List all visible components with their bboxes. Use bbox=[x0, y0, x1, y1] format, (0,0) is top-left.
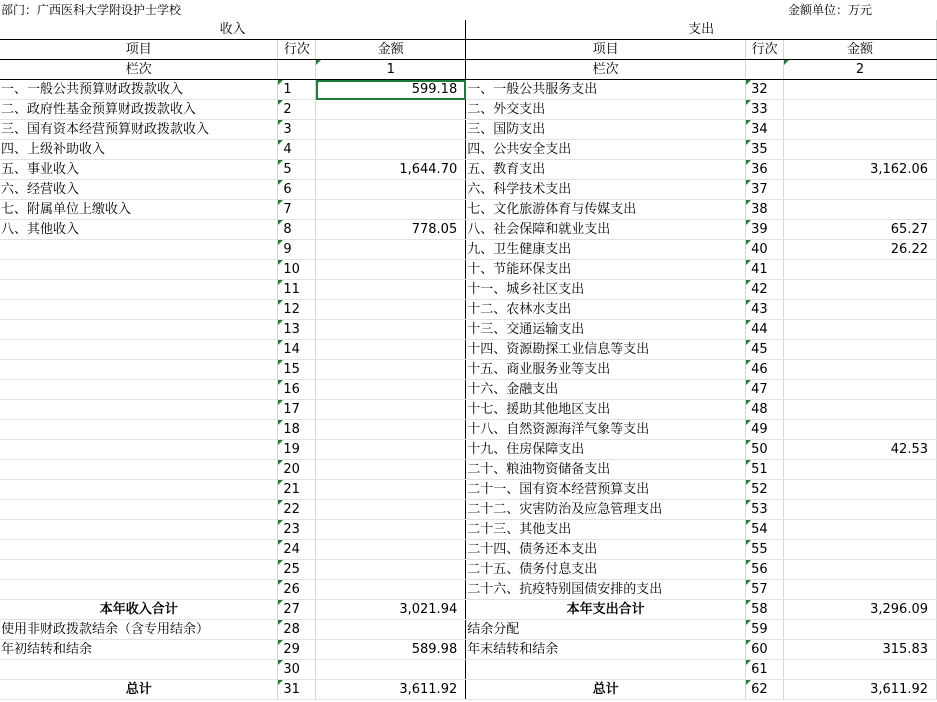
table-row bbox=[0, 280, 937, 300]
income-item-cell[interactable] bbox=[0, 360, 278, 380]
expense-line-no-cell[interactable]: 52 bbox=[746, 480, 784, 500]
income-amount-cell[interactable] bbox=[316, 460, 466, 480]
income-item-cell[interactable] bbox=[0, 520, 278, 540]
income-amount-cell[interactable] bbox=[316, 380, 466, 400]
expense-line-no-cell[interactable]: 43 bbox=[746, 300, 784, 320]
expense-line-no-cell[interactable]: 50 bbox=[746, 440, 784, 460]
expense-line-no-cell[interactable]: 34 bbox=[746, 120, 784, 140]
income-item-cell[interactable]: 八、其他收入 bbox=[0, 220, 278, 240]
expense-line-no-cell[interactable]: 42 bbox=[746, 280, 784, 300]
income-line-no-cell[interactable]: 3 bbox=[278, 120, 316, 140]
table-row bbox=[0, 80, 937, 100]
expense-line-no-cell[interactable]: 45 bbox=[746, 340, 784, 360]
income-item-cell[interactable] bbox=[0, 300, 278, 320]
table-row bbox=[0, 680, 937, 700]
table-row bbox=[0, 200, 937, 220]
expense-amount-cell[interactable]: 3,611.92 bbox=[784, 680, 937, 700]
expense-item-cell[interactable]: 二、外交支出 bbox=[466, 100, 746, 120]
expense-section-header[interactable]: 支出 bbox=[466, 20, 937, 40]
expense-amount-cell[interactable] bbox=[784, 260, 937, 280]
table-row bbox=[0, 120, 937, 140]
expense-line-no-cell[interactable]: 54 bbox=[746, 520, 784, 540]
expense-amount-cell[interactable] bbox=[784, 340, 937, 360]
expense-line-no-cell[interactable]: 39 bbox=[746, 220, 784, 240]
income-item-cell[interactable] bbox=[0, 460, 278, 480]
table-row bbox=[0, 240, 937, 260]
expense-item-cell[interactable]: 十、节能环保支出 bbox=[466, 260, 746, 280]
expense-item-cell[interactable]: 一、一般公共服务支出 bbox=[466, 80, 746, 100]
income-line-no-cell[interactable]: 25 bbox=[278, 560, 316, 580]
income-item-cell[interactable]: 年初结转和结余 bbox=[0, 640, 278, 660]
income-line-no-cell[interactable]: 2 bbox=[278, 100, 316, 120]
income-amount-cell[interactable]: 589.98 bbox=[316, 640, 466, 660]
expense-amount-cell[interactable] bbox=[784, 660, 937, 680]
income-line-no-cell[interactable]: 18 bbox=[278, 420, 316, 440]
expense-amount-cell[interactable] bbox=[784, 360, 937, 380]
income-section-header[interactable]: 收入 bbox=[0, 20, 466, 40]
income-item-cell[interactable]: 使用非财政拨款结余（含专用结余） bbox=[0, 620, 278, 640]
expense-line-no-cell[interactable]: 62 bbox=[746, 680, 784, 700]
table-row bbox=[0, 100, 937, 120]
income-line-no-cell[interactable]: 1 bbox=[278, 80, 316, 100]
expense-item-cell[interactable]: 八、社会保障和就业支出 bbox=[466, 220, 746, 240]
expense-line-no-cell[interactable]: 48 bbox=[746, 400, 784, 420]
income-line-no-cell[interactable]: 19 bbox=[278, 440, 316, 460]
expense-line-no-cell[interactable]: 49 bbox=[746, 420, 784, 440]
income-line-no-cell[interactable]: 31 bbox=[278, 680, 316, 700]
income-line-no-cell[interactable]: 5 bbox=[278, 160, 316, 180]
expense-line-no-cell[interactable]: 58 bbox=[746, 600, 784, 620]
table-row bbox=[0, 340, 937, 360]
expense-item-cell[interactable]: 总计 bbox=[466, 680, 746, 700]
table-row bbox=[0, 460, 937, 480]
income-item-cell[interactable] bbox=[0, 340, 278, 360]
table-row bbox=[0, 480, 937, 500]
expense-item-cell[interactable]: 十一、城乡社区支出 bbox=[466, 280, 746, 300]
expense-amount-cell[interactable]: 42.53 bbox=[784, 440, 937, 460]
income-line-no-cell[interactable]: 29 bbox=[278, 640, 316, 660]
expense-line-no-cell[interactable]: 46 bbox=[746, 360, 784, 380]
expense-amount-cell[interactable]: 65.27 bbox=[784, 220, 937, 240]
income-amount-cell[interactable] bbox=[316, 480, 466, 500]
table-row bbox=[0, 660, 937, 680]
expense-item-cell[interactable]: 七、文化旅游体育与传媒支出 bbox=[466, 200, 746, 220]
income-amount-cell[interactable] bbox=[316, 620, 466, 640]
table-row bbox=[0, 560, 937, 580]
expense-amount-cell[interactable] bbox=[784, 300, 937, 320]
expense-line-no-cell[interactable]: 56 bbox=[746, 560, 784, 580]
income-line-no-cell[interactable]: 14 bbox=[278, 340, 316, 360]
expense-item-cell[interactable]: 十四、资源勘探工业信息等支出 bbox=[466, 340, 746, 360]
expense-amount-cell[interactable]: 315.83 bbox=[784, 640, 937, 660]
income-line-no-cell[interactable]: 17 bbox=[278, 400, 316, 420]
income-item-cell[interactable]: 二、政府性基金预算财政拨款收入 bbox=[0, 100, 278, 120]
table-row bbox=[0, 260, 937, 280]
expense-line-no-cell[interactable]: 59 bbox=[746, 620, 784, 640]
table-row bbox=[0, 180, 937, 200]
expense-amount-cell[interactable] bbox=[784, 380, 937, 400]
expense-item-cell[interactable]: 二十六、抗疫特别国债安排的支出 bbox=[466, 580, 746, 600]
expense-line-no-cell[interactable]: 57 bbox=[746, 580, 784, 600]
income-line-no-cell[interactable]: 30 bbox=[278, 660, 316, 680]
expense-amount-cell[interactable] bbox=[784, 120, 937, 140]
expense-item-cell[interactable]: 二十三、其他支出 bbox=[466, 520, 746, 540]
table-row bbox=[0, 520, 937, 540]
table-row bbox=[0, 600, 937, 620]
expense-item-header[interactable]: 项目 bbox=[466, 40, 746, 60]
income-item-cell[interactable] bbox=[0, 540, 278, 560]
income-amount-cell[interactable] bbox=[316, 420, 466, 440]
income-item-cell[interactable] bbox=[0, 420, 278, 440]
expense-item-cell[interactable]: 十七、援助其他地区支出 bbox=[466, 400, 746, 420]
expense-item-cell[interactable]: 九、卫生健康支出 bbox=[466, 240, 746, 260]
table-row bbox=[0, 640, 937, 660]
expense-amount-header[interactable]: 金额 bbox=[784, 40, 937, 60]
expense-amount-cell[interactable] bbox=[784, 400, 937, 420]
expense-item-cell[interactable]: 三、国防支出 bbox=[466, 120, 746, 140]
income-amount-cell[interactable]: 599.18 bbox=[316, 80, 466, 100]
income-line-no-cell[interactable]: 28 bbox=[278, 620, 316, 640]
expense-amount-cell[interactable] bbox=[784, 140, 937, 160]
expense-item-cell[interactable]: 六、科学技术支出 bbox=[466, 180, 746, 200]
expense-amount-cell[interactable] bbox=[784, 560, 937, 580]
expense-item-cell[interactable]: 十二、农林水支出 bbox=[466, 300, 746, 320]
expense-item-cell[interactable]: 二十五、债务付息支出 bbox=[466, 560, 746, 580]
expense-item-cell[interactable]: 本年支出合计 bbox=[466, 600, 746, 620]
expense-line-no-cell[interactable]: 51 bbox=[746, 460, 784, 480]
income-item-cell[interactable]: 三、国有资本经营预算财政拨款收入 bbox=[0, 120, 278, 140]
expense-column-label[interactable]: 栏次 bbox=[466, 60, 746, 80]
table-row bbox=[0, 540, 937, 560]
expense-line-no-cell[interactable]: 47 bbox=[746, 380, 784, 400]
income-amount-cell[interactable] bbox=[316, 540, 466, 560]
income-line-no-cell[interactable]: 24 bbox=[278, 540, 316, 560]
expense-item-cell[interactable] bbox=[466, 660, 746, 680]
income-item-cell[interactable] bbox=[0, 260, 278, 280]
income-line-no-cell[interactable]: 10 bbox=[278, 260, 316, 280]
amount-unit-label[interactable]: 金额单位：万元 bbox=[788, 3, 873, 17]
expense-line-no-cell[interactable]: 40 bbox=[746, 240, 784, 260]
income-line-no-cell[interactable]: 15 bbox=[278, 360, 316, 380]
income-item-cell[interactable]: 七、附属单位上缴收入 bbox=[0, 200, 278, 220]
income-line-no-header[interactable]: 行次 bbox=[278, 40, 316, 60]
table-row bbox=[0, 580, 937, 600]
expense-item-cell[interactable]: 二十一、国有资本经营预算支出 bbox=[466, 480, 746, 500]
expense-line-no-cell[interactable]: 44 bbox=[746, 320, 784, 340]
expense-amount-cell[interactable] bbox=[784, 180, 937, 200]
expense-line-no-cell[interactable]: 53 bbox=[746, 500, 784, 520]
income-amount-cell[interactable] bbox=[316, 500, 466, 520]
table-row bbox=[0, 360, 937, 380]
expense-item-cell[interactable]: 结余分配 bbox=[466, 620, 746, 640]
income-item-header[interactable]: 项目 bbox=[0, 40, 278, 60]
table-row bbox=[0, 420, 937, 440]
table-row bbox=[0, 400, 937, 420]
income-item-cell[interactable] bbox=[0, 380, 278, 400]
income-amount-cell[interactable]: 3,611.92 bbox=[316, 680, 466, 700]
expense-line-no-cell[interactable]: 36 bbox=[746, 160, 784, 180]
income-item-cell[interactable] bbox=[0, 280, 278, 300]
expense-amount-cell[interactable] bbox=[784, 280, 937, 300]
table-row bbox=[0, 220, 937, 240]
income-line-no-cell[interactable]: 20 bbox=[278, 460, 316, 480]
income-amount-cell[interactable]: 3,021.94 bbox=[316, 600, 466, 620]
income-line-no-blank[interactable] bbox=[278, 60, 316, 80]
income-line-no-cell[interactable]: 6 bbox=[278, 180, 316, 200]
income-item-cell[interactable]: 一、一般公共预算财政拨款收入 bbox=[0, 80, 278, 100]
sheet-header bbox=[0, 0, 937, 20]
income-amount-cell[interactable] bbox=[316, 300, 466, 320]
expense-amount-cell[interactable]: 26.22 bbox=[784, 240, 937, 260]
table-row bbox=[0, 160, 937, 180]
expense-item-cell[interactable]: 十八、自然资源海洋气象等支出 bbox=[466, 420, 746, 440]
table-row bbox=[0, 140, 937, 160]
income-amount-header[interactable]: 金额 bbox=[316, 40, 466, 60]
expense-amount-cell[interactable] bbox=[784, 480, 937, 500]
income-line-no-cell[interactable]: 16 bbox=[278, 380, 316, 400]
income-line-no-cell[interactable]: 7 bbox=[278, 200, 316, 220]
income-amount-cell[interactable] bbox=[316, 400, 466, 420]
expense-amount-cell[interactable] bbox=[784, 580, 937, 600]
income-line-no-cell[interactable]: 9 bbox=[278, 240, 316, 260]
expense-item-cell[interactable]: 二十、粮油物资储备支出 bbox=[466, 460, 746, 480]
table-row bbox=[0, 440, 937, 460]
table-row bbox=[0, 620, 937, 640]
expense-amount-cell[interactable]: 3,162.06 bbox=[784, 160, 937, 180]
expense-amount-cell[interactable] bbox=[784, 460, 937, 480]
income-amount-cell[interactable] bbox=[316, 520, 466, 540]
income-column-label[interactable]: 栏次 bbox=[0, 60, 278, 80]
income-item-cell[interactable] bbox=[0, 660, 278, 680]
income-amount-cell[interactable] bbox=[316, 340, 466, 360]
income-item-cell[interactable]: 五、事业收入 bbox=[0, 160, 278, 180]
income-amount-cell[interactable] bbox=[316, 580, 466, 600]
expense-amount-cell[interactable] bbox=[784, 620, 937, 640]
department-label[interactable]: 部门：广西医科大学附设护士学校 bbox=[1, 3, 182, 17]
income-item-cell[interactable] bbox=[0, 240, 278, 260]
income-amount-cell[interactable] bbox=[316, 320, 466, 340]
income-amount-cell[interactable] bbox=[316, 100, 466, 120]
expense-amount-cell[interactable] bbox=[784, 540, 937, 560]
income-line-no-cell[interactable]: 12 bbox=[278, 300, 316, 320]
expense-line-no-cell[interactable]: 55 bbox=[746, 540, 784, 560]
expense-line-no-cell[interactable]: 33 bbox=[746, 100, 784, 120]
income-amount-cell[interactable] bbox=[316, 180, 466, 200]
income-line-no-cell[interactable]: 27 bbox=[278, 600, 316, 620]
income-amount-cell[interactable]: 778.05 bbox=[316, 220, 466, 240]
income-line-no-cell[interactable]: 21 bbox=[278, 480, 316, 500]
expense-amount-cell[interactable] bbox=[784, 500, 937, 520]
income-amount-cell[interactable]: 1,644.70 bbox=[316, 160, 466, 180]
income-line-no-cell[interactable]: 22 bbox=[278, 500, 316, 520]
expense-line-no-cell[interactable]: 60 bbox=[746, 640, 784, 660]
expense-amount-cell[interactable] bbox=[784, 80, 937, 100]
table-row bbox=[0, 380, 937, 400]
expense-line-no-cell[interactable]: 38 bbox=[746, 200, 784, 220]
expense-amount-cell[interactable] bbox=[784, 520, 937, 540]
income-amount-cell[interactable] bbox=[316, 240, 466, 260]
expense-line-no-cell[interactable]: 37 bbox=[746, 180, 784, 200]
expense-item-cell[interactable]: 二十四、债务还本支出 bbox=[466, 540, 746, 560]
income-amount-cell[interactable] bbox=[316, 200, 466, 220]
income-item-cell[interactable]: 六、经营收入 bbox=[0, 180, 278, 200]
table-row bbox=[0, 500, 937, 520]
income-column-number[interactable]: 1 bbox=[316, 60, 466, 80]
expense-item-cell[interactable]: 十五、商业服务业等支出 bbox=[466, 360, 746, 380]
expense-item-cell[interactable]: 五、教育支出 bbox=[466, 160, 746, 180]
income-item-cell[interactable] bbox=[0, 440, 278, 460]
expense-amount-cell[interactable] bbox=[784, 200, 937, 220]
income-amount-cell[interactable] bbox=[316, 440, 466, 460]
expense-amount-cell[interactable] bbox=[784, 320, 937, 340]
income-item-cell[interactable] bbox=[0, 580, 278, 600]
income-line-no-cell[interactable]: 11 bbox=[278, 280, 316, 300]
income-line-no-cell[interactable]: 23 bbox=[278, 520, 316, 540]
income-line-no-cell[interactable]: 26 bbox=[278, 580, 316, 600]
expense-line-no-cell[interactable]: 32 bbox=[746, 80, 784, 100]
expense-item-cell[interactable]: 年末结转和结余 bbox=[466, 640, 746, 660]
income-item-cell[interactable]: 本年收入合计 bbox=[0, 600, 278, 620]
income-amount-cell[interactable] bbox=[316, 280, 466, 300]
income-line-no-cell[interactable]: 8 bbox=[278, 220, 316, 240]
income-amount-cell[interactable] bbox=[316, 140, 466, 160]
income-item-cell[interactable] bbox=[0, 400, 278, 420]
expense-item-cell[interactable]: 十六、金融支出 bbox=[466, 380, 746, 400]
income-amount-cell[interactable] bbox=[316, 560, 466, 580]
expense-line-no-cell[interactable]: 41 bbox=[746, 260, 784, 280]
income-amount-cell[interactable] bbox=[316, 660, 466, 680]
expense-line-no-blank[interactable] bbox=[746, 60, 784, 80]
expense-line-no-header[interactable]: 行次 bbox=[746, 40, 784, 60]
budget-table bbox=[0, 20, 937, 700]
expense-amount-cell[interactable] bbox=[784, 100, 937, 120]
table-row bbox=[0, 300, 937, 320]
income-line-no-cell[interactable]: 13 bbox=[278, 320, 316, 340]
expense-line-no-cell[interactable]: 61 bbox=[746, 660, 784, 680]
income-amount-cell[interactable] bbox=[316, 260, 466, 280]
expense-amount-cell[interactable] bbox=[784, 420, 937, 440]
expense-item-cell[interactable]: 十九、住房保障支出 bbox=[466, 440, 746, 460]
expense-column-number[interactable]: 2 bbox=[784, 60, 937, 80]
income-amount-cell[interactable] bbox=[316, 120, 466, 140]
expense-item-cell[interactable]: 十三、交通运输支出 bbox=[466, 320, 746, 340]
income-item-cell[interactable] bbox=[0, 560, 278, 580]
expense-line-no-cell[interactable]: 35 bbox=[746, 140, 784, 160]
income-item-cell[interactable] bbox=[0, 500, 278, 520]
income-item-cell[interactable] bbox=[0, 480, 278, 500]
income-item-cell[interactable]: 总计 bbox=[0, 680, 278, 700]
income-item-cell[interactable]: 四、上级补助收入 bbox=[0, 140, 278, 160]
income-line-no-cell[interactable]: 4 bbox=[278, 140, 316, 160]
expense-item-cell[interactable]: 四、公共安全支出 bbox=[466, 140, 746, 160]
income-item-cell[interactable] bbox=[0, 320, 278, 340]
table-row bbox=[0, 320, 937, 340]
expense-item-cell[interactable]: 二十二、灾害防治及应急管理支出 bbox=[466, 500, 746, 520]
income-amount-cell[interactable] bbox=[316, 360, 466, 380]
expense-amount-cell[interactable]: 3,296.09 bbox=[784, 600, 937, 620]
